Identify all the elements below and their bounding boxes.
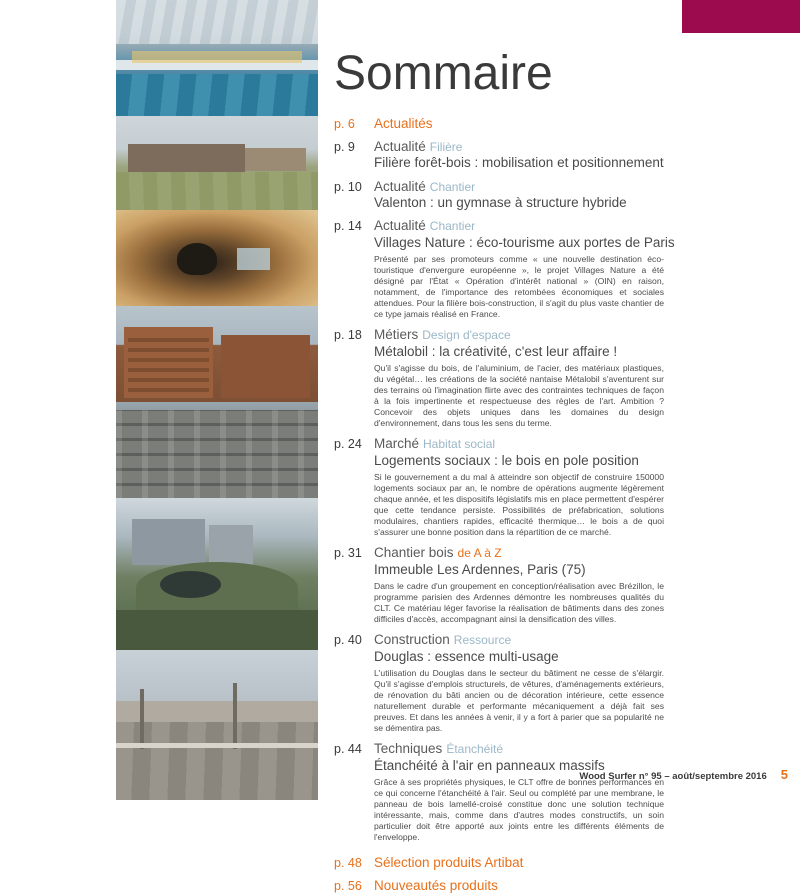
- contents-entry[interactable]: [334, 139, 776, 172]
- contents-entry[interactable]: [334, 741, 776, 843]
- contents-entry[interactable]: [334, 632, 776, 734]
- entry-page-number: p. 56: [334, 878, 362, 893]
- photo-strip: [116, 0, 318, 800]
- entry-rubrique-main: Marché: [374, 436, 420, 452]
- contents-entry[interactable]: [334, 218, 776, 320]
- entry-headline: Logements sociaux : le bois en pole position: [374, 453, 639, 469]
- contents-entry[interactable]: [334, 545, 776, 625]
- entry-page-number: p. 31: [334, 546, 362, 561]
- entry-rubrique: [374, 218, 776, 234]
- entry-page-number: p. 10: [334, 179, 362, 194]
- entry-page-number: p. 40: [334, 633, 362, 648]
- entry-rubrique: [374, 436, 776, 452]
- footer-issue-note: Wood Surfer n° 95 – août/septembre 2016: [579, 771, 767, 782]
- entry-page-number: p. 44: [334, 742, 362, 757]
- entry-blurb: Qu'il s'agisse du bois, de l'aluminium, de l'acier, des matériaux plastiques, du végétal… les créations de la société nantaise Métalobil s'aventurent sur des terrains où l'imagination flirte avec des contraintes techniques de façon à la fois impertinente et respectueuse des règles de l'art. Ambition ? Concevoir des objets uniques dans les domaines du design d'environnement, dans tous les sens du terme.: [374, 363, 664, 429]
- entry-rubrique: Actualités: [374, 116, 433, 131]
- entry-blurb: L'utilisation du Douglas dans le secteur du bâtiment ne cesse de s'élargir. Qu'il s'agisse d'emplois structurels, de vêtures, d'aménagements extérieurs, de rénovation du bâti ancien ou de décoration intérieure, cette essence naturellement durable et performante mécaniquement a déjà fait ses preuves. Et dans les années à venir, il y a fort à parier que sa popularité ne se démentira pas.: [374, 668, 664, 734]
- entry-rubrique-main: Techniques: [374, 741, 443, 757]
- photo-column: [0, 0, 318, 800]
- photo-green-pavilion: [116, 498, 318, 650]
- entry-headline: Étanchéité à l'air en panneaux massifs: [374, 758, 605, 774]
- page-footer: [318, 767, 788, 782]
- entry-page-number: p. 18: [334, 328, 362, 343]
- photo-brick-housing-block: [116, 306, 318, 402]
- entry-blurb: Présenté par ses promoteurs comme « une nouvelle destination éco-touristique d'envergure européenne », le projet Villages Nature a été désigné par l'État « Opération d'intérêt national » (OIN) en raison, notamment, de l'importance des retombées économiques et sociales attendues. Pour la filière bois-construction, il s'agit du plus vaste chantier de ce type jamais réalisé en France.: [374, 254, 664, 320]
- photo-clt-building-facade: [116, 402, 318, 498]
- entry-headline: Filière forêt-bois : mobilisation et positionnement: [374, 155, 664, 171]
- entry-rubrique: [374, 632, 776, 648]
- entry-blurb: Grâce à ses propriétés physiques, le CLT offre de bonnes performances en ce qui concerne l'étanchéité à l'air. Seul ou complété par une membrane, le panneau de bois lamellé-croisé constitue donc une solution technique intéressante, mais, comme dans d'autres modes constructifs, un soin particulier doit être apporté aux joints entre les différents éléments de l'enveloppe.: [374, 777, 664, 843]
- entry-rubrique-main: Chantier bois: [374, 545, 454, 561]
- entry-headline: Immeuble Les Ardennes, Paris (75): [374, 562, 586, 578]
- entry-rubrique: Nouveautés produits: [374, 877, 498, 893]
- photo-construction-site: [116, 650, 318, 800]
- entry-headline: Valenton : un gymnase à structure hybride: [374, 195, 627, 211]
- entry-rubrique: [374, 327, 776, 343]
- entry-rubrique-sub: Étanchéité: [446, 742, 504, 757]
- entry-rubrique: [374, 179, 776, 195]
- contents-entry[interactable]: [334, 327, 776, 429]
- footer-page-number: 5: [780, 767, 788, 782]
- entry-rubrique: [374, 139, 776, 155]
- entry-rubrique-sub: Filière: [429, 139, 463, 154]
- entry-blurb: Dans le cadre d'un groupement en conception/réalisation avec Brézillon, le programme parisien des Ardennes démontre les nombreuses qualités du CLT. Ce matériau léger favorise la réalisation de bâtiments dans des zones difficiles d'accès, accompagnant ainsi la densification des villes.: [374, 581, 664, 625]
- contents-entry[interactable]: [334, 855, 776, 871]
- entry-rubrique-sub: de A à Z: [457, 546, 502, 561]
- entry-rubrique-main: Actualité: [374, 178, 426, 194]
- entry-rubrique-main: Métiers: [374, 327, 419, 343]
- entry-rubrique-sub: Habitat social: [423, 437, 496, 452]
- entry-rubrique-sub: Chantier: [429, 219, 476, 234]
- entry-rubrique-sub: Chantier: [429, 179, 476, 194]
- entry-rubrique-sub: Design d'espace: [422, 328, 511, 343]
- photo-gymnasium-exterior: [116, 116, 318, 210]
- entry-rubrique: [374, 741, 776, 757]
- entry-rubrique: [374, 545, 776, 561]
- contents-entry[interactable]: [334, 878, 776, 893]
- entry-page-number: p. 6: [334, 117, 355, 131]
- entry-rubrique: Sélection produits Artibat: [374, 855, 524, 871]
- page-title: Sommaire: [334, 47, 553, 100]
- entry-page-number: p. 48: [334, 856, 362, 871]
- entry-headline: Métalobil : la créativité, c'est leur affaire !: [374, 344, 618, 360]
- entry-rubrique-main: Actualité: [374, 218, 426, 234]
- entry-blurb: Si le gouvernement a du mal à atteindre son objectif de construire 150000 logements sociaux par an, le nombre de opérations augmente légèrement chaque année, et les dispositifs législatifs mis en place permettent d'espérer que cette tendance persiste. Possibilités de préfabrication, solutions modulaires, chantiers rapides, efficacité thermique… le bois a de quoi s'assurer une bonne position dans la répartition de ce marché.: [374, 472, 664, 538]
- entry-rubrique-sub: Ressource: [453, 633, 512, 648]
- entry-page-number: p. 24: [334, 437, 362, 452]
- entry-rubrique-main: Construction: [374, 632, 450, 648]
- entry-page-number: p. 14: [334, 219, 362, 234]
- contents-entry[interactable]: [334, 116, 776, 132]
- entry-page-number: p. 9: [334, 139, 355, 154]
- contents-column: [318, 0, 800, 893]
- photo-swimming-pool: [116, 0, 318, 116]
- entry-headline: Douglas : essence multi-usage: [374, 649, 559, 665]
- entry-rubrique-main: Actualité: [374, 138, 426, 154]
- photo-wooden-tunnel-interior: [116, 210, 318, 306]
- contents-entry[interactable]: [334, 179, 776, 212]
- entry-headline: Villages Nature : éco-tourisme aux portes de Paris: [374, 235, 675, 251]
- contents-entry[interactable]: [334, 436, 776, 538]
